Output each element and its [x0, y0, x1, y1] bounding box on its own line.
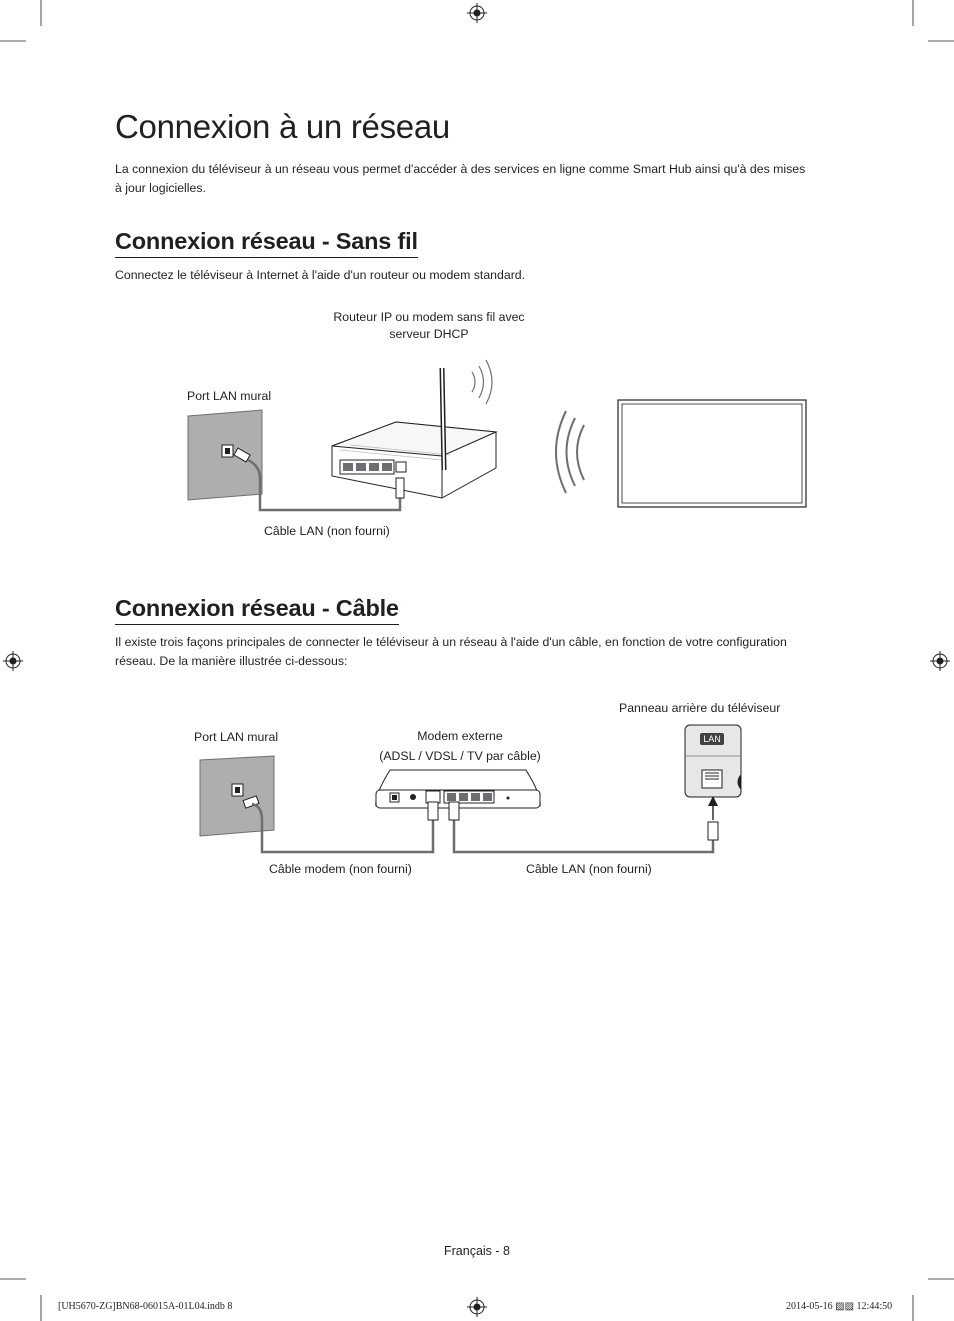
wifi-signal-icon: [472, 360, 492, 404]
cable-label: Câble LAN (non fourni): [264, 524, 390, 538]
wall-port-label: Port LAN mural: [187, 389, 272, 403]
registration-mark-icon: [3, 651, 23, 671]
arrow-up-icon: [708, 796, 718, 840]
wireless-heading: Connexion réseau - Sans fil: [115, 228, 418, 258]
print-timestamp: 2014-05-16 ▨▨ 12:44:50: [786, 1301, 893, 1312]
wired-description: Il existe trois façons principales de connecter le téléviseur à un réseau à l'aide d'un câble, en fonction de votre configuration réseau. De la manière illustrée ci-dessous:: [115, 635, 787, 668]
registration-mark-icon: [930, 651, 950, 671]
wireless-router-icon: [332, 368, 496, 498]
television-icon: [618, 400, 806, 507]
tv-panel-label: Panneau arrière du téléviseur: [619, 701, 781, 715]
wall-lan-port-icon: [188, 410, 262, 500]
wireless-diagram: [180, 350, 820, 510]
wall-port-label: Port LAN mural: [194, 730, 279, 744]
modem-cable-label: Câble modem (non fourni): [269, 862, 412, 876]
lan-badge: LAN: [703, 734, 721, 744]
lan-cable-label: Câble LAN (non fourni): [526, 862, 652, 876]
modem-label: Modem externe (ADSL / VDSL / TV par câble): [379, 729, 541, 763]
intro-paragraph: La connexion du téléviseur à un réseau vous permet d'accéder à des services en ligne comme Smart Hub ainsi qu'à des mises à jour logicielles.: [115, 162, 806, 195]
page-number: Français - 8: [444, 1244, 510, 1258]
external-modem-icon: [376, 770, 540, 820]
wired-diagram: [190, 720, 770, 860]
registration-mark-icon: [467, 3, 487, 23]
wifi-signal-icon: [556, 411, 584, 493]
wireless-description: Connectez le téléviseur à Internet à l'aide d'un routeur ou modem standard.: [115, 268, 526, 282]
page-title: Connexion à un réseau: [115, 108, 450, 145]
router-label: Routeur IP ou modem sans fil avec serveur DHCP: [333, 310, 525, 341]
registration-mark-icon: [467, 1297, 487, 1317]
file-slug: [UH5670-ZG]BN68-06015A-01L04.indb 8: [58, 1301, 233, 1312]
wired-heading: Connexion réseau - Câble: [115, 595, 399, 625]
